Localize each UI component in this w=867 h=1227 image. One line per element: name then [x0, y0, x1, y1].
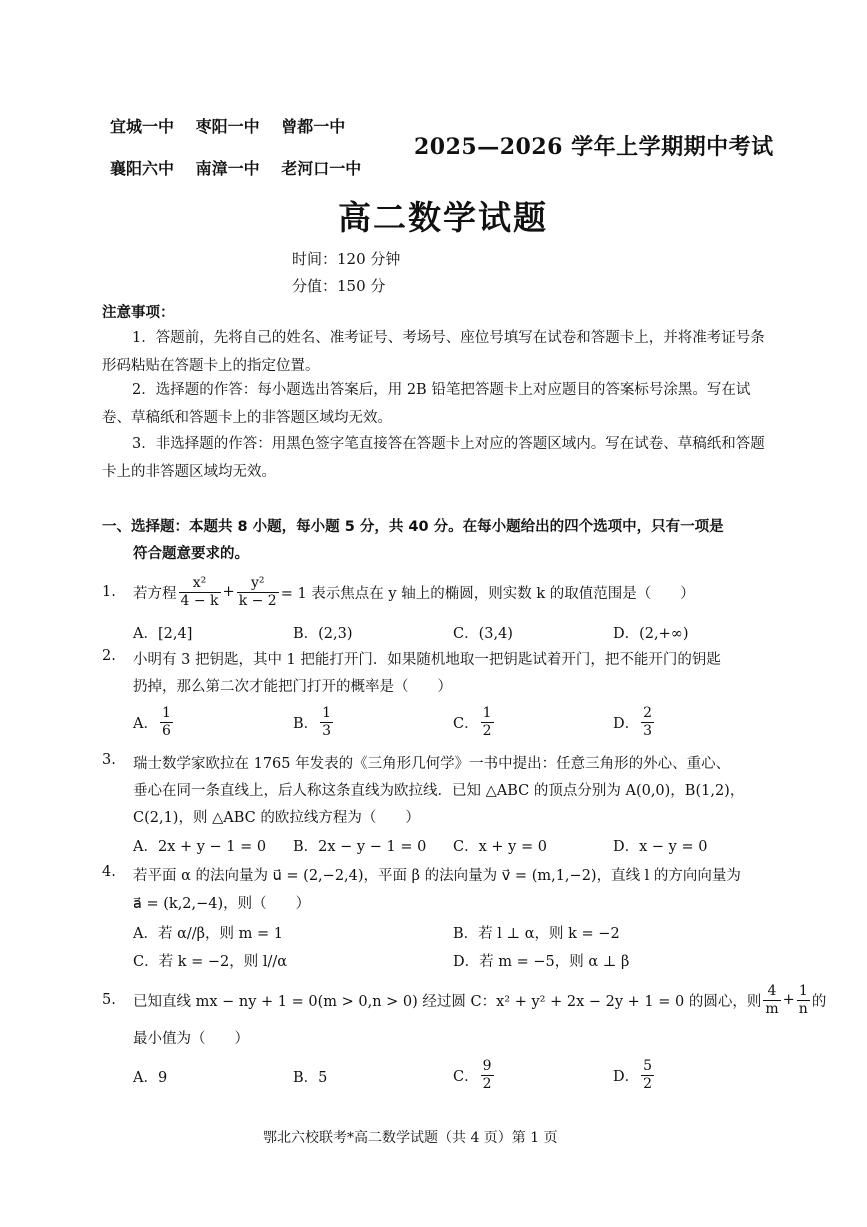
question-4-stem-cont: a⃗ = (k,2,−4)，则（ ）: [133, 896, 311, 912]
exam-score: 分值：150 分: [292, 277, 386, 295]
question-3-stem: 瑞士数学家欧拉在 1765 年发表的《三角形几何学》一书中提出：任意三角形的外心、重心、: [133, 756, 731, 772]
fraction: [320, 705, 333, 740]
question-1-stem: [133, 570, 695, 614]
fraction-numerator: 1: [322, 704, 332, 721]
option-c[interactable]: C．x + y = 0: [453, 839, 547, 855]
school-name: 襄阳六中: [110, 159, 175, 178]
option-d[interactable]: [613, 702, 656, 742]
question-5-stem: [133, 978, 826, 1022]
fraction-numerator: 1: [161, 704, 171, 721]
option-a[interactable]: A．2x + y − 1 = 0: [133, 839, 267, 855]
question-3-stem-cont: 垂心在同一条直线上，后人称这条直线为欧拉线．已知 △ABC 的顶点分别为 A(0,0)，B(1,2)，: [133, 783, 745, 799]
fraction-denominator: 3: [643, 722, 653, 739]
section-heading: 一、选择题：本题共 8 小题，每小题 5 分，共 40 分。在每小题给出的四个选项中，只有一项是: [102, 519, 724, 535]
stem-text: = 1 表示焦点在 y 轴上的椭圆，则实数 k 的取值范围是（ ）: [280, 585, 695, 602]
question-5-stem-cont: 最小值为（ ）: [133, 1031, 249, 1047]
question-5-number: 5.: [102, 992, 116, 1008]
fraction: [237, 575, 279, 610]
option-c[interactable]: [453, 702, 496, 742]
fraction: [481, 1058, 494, 1093]
fraction-denominator: 2: [643, 1075, 653, 1092]
fraction: [797, 983, 810, 1018]
option-b[interactable]: [293, 702, 335, 742]
section-heading-cont: 符合题意要求的。: [133, 546, 249, 562]
option-d[interactable]: [613, 1055, 656, 1095]
fraction-denominator: 2: [482, 1075, 492, 1092]
question-2-number: 2.: [102, 648, 116, 664]
fraction-denominator: k − 2: [238, 592, 277, 609]
option-label: B．: [293, 715, 319, 732]
school-row-2: [110, 156, 361, 179]
stem-text: 的: [811, 993, 827, 1010]
fraction: [641, 1058, 654, 1093]
school-name: 南漳一中: [195, 159, 260, 178]
notice-item-1: 1．答题前，先将自己的姓名、准考证号、考场号、座位号填写在试卷和答题卡上，并将准考证号条形码粘贴在答题卡上的指定位置。: [102, 330, 765, 374]
fraction-numerator: y²: [250, 574, 265, 591]
fraction-denominator: m: [765, 1000, 779, 1017]
option-label: A．: [133, 715, 158, 732]
fraction-numerator: 1: [482, 704, 492, 721]
fraction-numerator: 5: [643, 1057, 653, 1074]
stem-text: 若方程: [133, 585, 177, 602]
page-footer: 鄂北六校联考*高二数学试题（共 4 页）第 1 页: [263, 1130, 558, 1146]
option-c[interactable]: C．(3,4): [453, 626, 513, 642]
stem-text: 已知直线 mx − ny + 1 = 0(m > 0,n > 0) 经过圆 C：x² + y² + 2x − 2y + 1 = 0 的圆心，则: [133, 993, 762, 1010]
fraction-denominator: 3: [322, 722, 332, 739]
notice-item-3: 3．非选择题的作答：用黑色签字笔直接答在答题卡上对应的答题区域内。写在试卷、草稿纸和答题卡上的非答题区域均无效。: [102, 436, 765, 480]
fraction-numerator: x²: [192, 574, 207, 591]
question-4-number: 4.: [102, 864, 116, 880]
fraction-numerator: 4: [767, 982, 777, 999]
option-d[interactable]: D．若 m = −5，则 α ⊥ β: [453, 954, 630, 970]
fraction: [179, 575, 221, 610]
page-title: 高二数学试题: [338, 198, 548, 237]
fraction: [481, 705, 494, 740]
school-row-1: [110, 114, 345, 137]
option-a[interactable]: [133, 702, 175, 742]
plus-sign: +: [222, 584, 235, 600]
fraction: [641, 705, 654, 740]
fraction-numerator: 2: [643, 704, 653, 721]
option-c[interactable]: [453, 1055, 496, 1095]
exam-time: 时间：120 分钟: [292, 250, 401, 268]
fraction-denominator: n: [798, 1000, 808, 1017]
option-d[interactable]: D．(2,+∞): [613, 626, 689, 642]
exam-title: 2025—2026 学年上学期期中考试: [414, 134, 774, 160]
notice-title: 注意事项：: [102, 305, 175, 321]
school-name: 宜城一中: [110, 117, 175, 136]
option-label: D．: [613, 1068, 640, 1085]
option-label: C．: [453, 1068, 479, 1085]
school-name: 老河口一中: [281, 159, 362, 178]
option-a[interactable]: A．9: [133, 1070, 168, 1086]
fraction: [160, 705, 173, 740]
question-1-number: 1.: [102, 584, 116, 600]
fraction-numerator: 1: [798, 982, 808, 999]
question-2-stem-cont: 扔掉，那么第二次才能把门打开的概率是（ ）: [133, 679, 452, 695]
option-b[interactable]: B．2x − y − 1 = 0: [293, 839, 427, 855]
question-2-stem: 小明有 3 把钥匙，其中 1 把能打开门．如果随机地取一把钥匙试着开门，把不能开门的钥匙: [133, 652, 721, 668]
fraction-denominator: 2: [482, 722, 492, 739]
question-4-stem: 若平面 α 的法向量为 u⃗ = (2,−2,4)，平面 β 的法向量为 v⃗ = (m,1,−2)，直线 l 的方向向量为: [133, 868, 741, 884]
fraction-numerator: 9: [482, 1057, 492, 1074]
plus-sign: +: [782, 992, 795, 1008]
option-b[interactable]: B．5: [293, 1070, 328, 1086]
option-label: C．: [453, 715, 479, 732]
question-3-stem-cont: C(2,1)，则 △ABC 的欧拉线方程为（ ）: [133, 810, 420, 826]
option-label: D．: [613, 715, 640, 732]
option-a[interactable]: A．[2,4]: [133, 626, 193, 642]
question-3-number: 3.: [102, 752, 116, 768]
fraction-denominator: 4 − k: [180, 592, 219, 609]
option-b[interactable]: B．若 l ⊥ α，则 k = −2: [453, 926, 620, 942]
notice-item-2: 2．选择题的作答：每小题选出答案后，用 2B 铅笔把答题卡上对应题目的答案标号涂黑。写在试卷、草稿纸和答题卡上的非答题区域均无效。: [102, 382, 751, 426]
school-name: 枣阳一中: [195, 117, 260, 136]
option-a[interactable]: A．若 α//β，则 m = 1: [133, 926, 283, 942]
school-name: 曾都一中: [281, 117, 346, 136]
fraction-denominator: 6: [161, 722, 171, 739]
fraction: [763, 983, 780, 1018]
option-b[interactable]: B．(2,3): [293, 626, 353, 642]
option-d[interactable]: D．x − y = 0: [613, 839, 708, 855]
option-c[interactable]: C．若 k = −2，则 l//α: [133, 954, 288, 970]
